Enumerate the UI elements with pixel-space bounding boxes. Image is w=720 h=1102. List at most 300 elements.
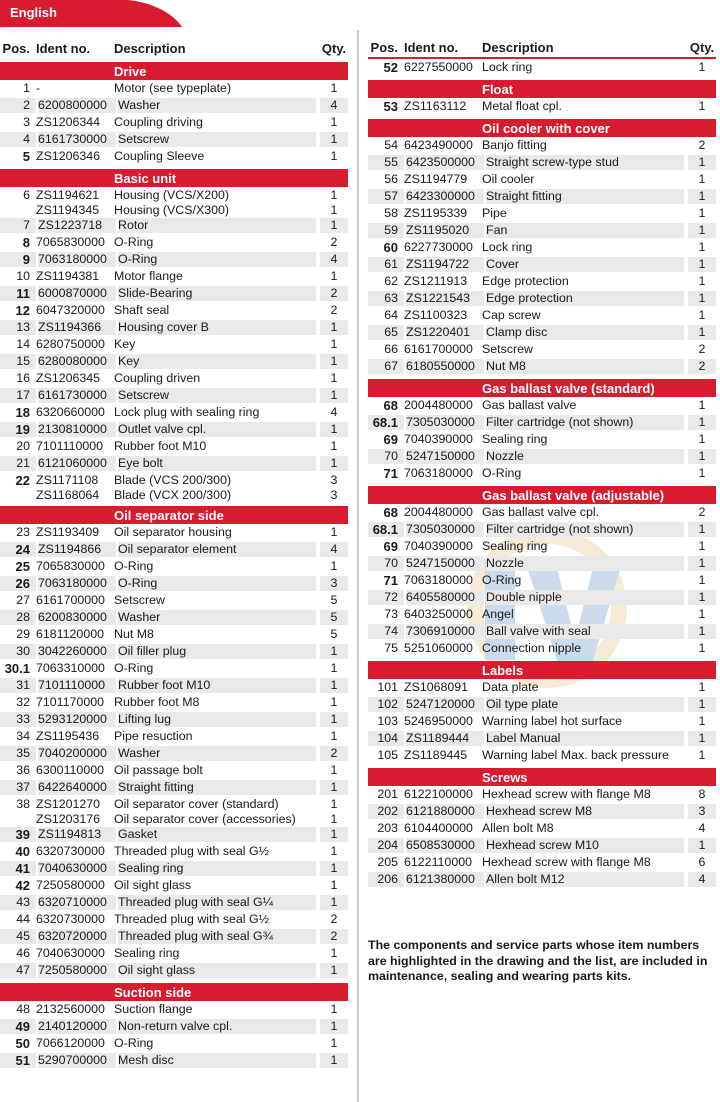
table-row: [0, 894, 348, 911]
row-ident: 6121880000: [406, 804, 484, 819]
row-ident: ZS1220401: [406, 325, 484, 340]
row-qty: 1: [330, 695, 338, 709]
row-description: Label Manual: [486, 731, 684, 746]
parts-section: [368, 119, 716, 375]
row-description: Oil cooler: [482, 172, 535, 186]
column-header-row: [0, 38, 348, 58]
row-qty: 1: [698, 607, 706, 621]
row-qty: 1: [688, 590, 716, 605]
row-description: O-Ring: [114, 559, 154, 573]
row-ident: ZS1193409: [36, 525, 100, 539]
row-pos: 206: [368, 872, 404, 887]
table-row: [0, 728, 348, 745]
row-qty: 1: [330, 763, 338, 777]
row-description: Rubber foot M8: [114, 695, 200, 709]
row-description: Housing cover B: [118, 320, 316, 335]
row-ident: ZS1163112: [404, 99, 467, 113]
row-pos: 30.1: [4, 661, 30, 676]
row-pos: 75: [384, 641, 398, 655]
row-qty: 1: [698, 432, 706, 446]
section-title: Gas ballast valve (standard): [482, 380, 655, 396]
row-qty: 1: [330, 81, 338, 95]
column-header-row: [368, 38, 716, 59]
row-ident: 7066120000: [36, 1036, 105, 1050]
row-qty-1: 3: [330, 473, 338, 487]
row-ident: 6423500000: [406, 155, 484, 170]
table-row: [0, 336, 348, 353]
row-ident: 7063310000: [36, 661, 105, 675]
row-qty: 5: [320, 610, 348, 625]
row-ident-2: ZS1203176: [36, 812, 101, 826]
row-qty: 1: [698, 99, 706, 113]
table-row: [0, 404, 348, 421]
row-pos: 68: [383, 398, 398, 413]
row-ident: 7063180000: [404, 466, 473, 480]
table-row: [0, 541, 348, 558]
table-row: [0, 592, 348, 609]
row-pos: 4: [0, 132, 36, 147]
row-pos: 41: [0, 861, 36, 876]
row-ident: [36, 797, 114, 827]
row-description: Warning label Max. back pressure: [482, 748, 669, 762]
row-pos: 60: [383, 240, 398, 255]
header-description: Description: [482, 40, 554, 55]
header-description: Description: [114, 40, 186, 56]
row-ident: 7250580000: [36, 878, 105, 892]
row-description: Washer: [118, 610, 316, 625]
parts-section: [368, 80, 716, 115]
row-qty: 1: [330, 115, 338, 129]
row-pos: 48: [16, 1002, 30, 1016]
table-row: [368, 696, 716, 713]
row-ident: 5246950000: [404, 714, 473, 728]
table-row: [368, 171, 716, 188]
row-qty: 1: [688, 257, 716, 272]
row-qty: 1: [330, 439, 338, 453]
row-description: Rubber foot M10: [118, 678, 316, 693]
row-qty: 1: [688, 838, 716, 853]
row-description-1: Housing (VCS/X200): [114, 188, 230, 202]
row-ident: 7306910000: [406, 624, 484, 639]
table-row: [0, 1018, 348, 1035]
row-description: Gas ballast valve cpl.: [482, 505, 600, 519]
table-row: [368, 538, 716, 555]
row-qty: 1: [320, 456, 348, 471]
table-row: [0, 472, 348, 502]
table-row: [368, 239, 716, 256]
row-pos: 17: [0, 388, 36, 403]
row-description-1: Blade (VCS 200/300): [114, 473, 232, 487]
row-description: Double nipple: [486, 590, 684, 605]
row-qty: 2: [330, 303, 338, 317]
row-qty: 1: [330, 269, 338, 283]
row-pos: 36: [16, 763, 30, 777]
row-ident: 7250580000: [38, 963, 116, 978]
row-qty-2: 1: [330, 812, 338, 826]
row-ident: 6320660000: [36, 405, 105, 419]
row-description: Pipe: [482, 206, 507, 220]
row-pos: 38: [16, 797, 30, 811]
section-title: Gas ballast valve (adjustable): [482, 487, 665, 503]
row-description: Banjo fitting: [482, 138, 547, 152]
row-pos: 13: [0, 320, 36, 335]
table-row: [0, 187, 348, 217]
row-ident: 5293120000: [38, 712, 116, 727]
row-pos: 1: [23, 81, 30, 95]
row-description: Key: [114, 337, 136, 351]
row-ident: 7065830000: [36, 559, 105, 573]
row-description: Edge protection: [482, 274, 569, 288]
row-qty: 1: [698, 466, 706, 480]
section-header: [368, 661, 716, 679]
row-description: Cover: [486, 257, 684, 272]
parts-table-right: [368, 38, 716, 888]
table-row: [368, 307, 716, 324]
row-ident: 7040630000: [38, 861, 116, 876]
row-pos: 2: [0, 98, 36, 113]
row-qty: 1: [320, 132, 348, 147]
row-ident: 6161730000: [38, 388, 116, 403]
row-description: Washer: [118, 746, 316, 761]
language-tab[interactable]: [0, 0, 182, 27]
row-ident: ZS1068091: [404, 680, 469, 694]
row-pos: 74: [368, 624, 404, 639]
row-description: O-Ring: [482, 573, 522, 587]
row-qty: 1: [330, 525, 338, 539]
row-pos: 5: [22, 149, 30, 164]
row-pos: 31: [0, 678, 36, 693]
table-row: [0, 779, 348, 796]
row-ident: 6403250000: [404, 607, 473, 621]
row-qty: 2: [698, 138, 706, 152]
table-row: [368, 803, 716, 820]
row-pos: 67: [368, 359, 404, 374]
table-row: [368, 465, 716, 482]
row-description: Threaded plug with seal G¾: [118, 929, 316, 944]
table-row: [0, 370, 348, 387]
row-pos: 105: [377, 748, 398, 762]
row-ident: 7101110000: [36, 439, 104, 453]
row-pos: 102: [368, 697, 404, 712]
row-qty: 2: [320, 286, 348, 301]
row-qty: 4: [320, 252, 348, 267]
row-description-2: Oil separator cover (accessories): [114, 812, 296, 826]
row-pos: 8: [22, 235, 30, 250]
row-pos: 59: [368, 223, 404, 238]
row-description: O-Ring: [118, 252, 316, 267]
language-label: English: [10, 5, 57, 20]
row-description: Lock ring: [482, 240, 533, 254]
section-title: Screws: [482, 769, 528, 785]
row-description: Setscrew: [114, 593, 165, 607]
row-pos: 71: [383, 573, 398, 588]
row-qty: 1: [688, 731, 716, 746]
row-pos: 70: [368, 449, 404, 464]
row-description-1: Oil separator cover (standard): [114, 797, 279, 811]
row-ident: 6122100000: [404, 787, 473, 801]
table-row: [368, 324, 716, 341]
table-row: [0, 609, 348, 626]
column-divider: [357, 30, 359, 1102]
row-description: Shaft seal: [114, 303, 170, 317]
row-ident: 6161700000: [36, 593, 105, 607]
row-qty: 3: [320, 576, 348, 591]
row-qty: 1: [330, 661, 338, 675]
row-description: Oil type plate: [486, 697, 684, 712]
row-description: O-Ring: [114, 235, 154, 249]
row-pos: 45: [0, 929, 36, 944]
row-description: Ball valve with seal: [486, 624, 684, 639]
row-pos: 37: [0, 780, 36, 795]
row-description: [114, 473, 320, 503]
row-ident: 5247150000: [406, 556, 484, 571]
row-qty: 1: [320, 861, 348, 876]
row-ident: ZS1195020: [406, 223, 484, 238]
row-ident: ZS1194381: [36, 269, 100, 283]
row-pos: 20: [16, 439, 30, 453]
table-row: [368, 59, 716, 76]
row-qty: 4: [698, 821, 706, 835]
row-ident: ZS1195436: [36, 729, 100, 743]
row-ident: ZS1194866: [38, 542, 116, 557]
row-qty: 1: [320, 1053, 348, 1068]
table-row: [368, 290, 716, 307]
table-row: [0, 860, 348, 877]
row-description: Connection nipple: [482, 641, 582, 655]
row-pos: 27: [16, 593, 30, 607]
row-pos: 65: [368, 325, 404, 340]
row-qty: 1: [320, 963, 348, 978]
table-row: [368, 222, 716, 239]
row-description: Edge protection: [486, 291, 684, 306]
table-row: [0, 302, 348, 319]
table-row: [0, 843, 348, 860]
section-title: Labels: [482, 662, 524, 678]
row-ident: 6320710000: [38, 895, 116, 910]
row-qty: 4: [320, 542, 348, 557]
row-pos: 68.1: [368, 522, 404, 537]
table-row: [368, 713, 716, 730]
row-ident: 6200830000: [38, 610, 116, 625]
row-pos: 30: [0, 644, 36, 659]
row-qty: 8: [698, 787, 706, 801]
row-qty: 1: [688, 624, 716, 639]
table-row: [368, 358, 716, 375]
row-ident: 6000870000: [38, 286, 116, 301]
row-pos: 55: [368, 155, 404, 170]
row-qty: 3: [688, 804, 716, 819]
row-description-2: Blade (VCX 200/300): [114, 488, 232, 502]
row-description: Nozzle: [486, 556, 684, 571]
row-description: Motor flange: [114, 269, 183, 283]
row-ident: 6122110000: [404, 855, 472, 869]
row-qty: 5: [330, 593, 338, 607]
row-description: Setscrew: [482, 342, 533, 356]
row-qty: 1: [698, 539, 706, 553]
table-row: [368, 188, 716, 205]
parts-section: [368, 59, 716, 76]
row-qty: 1: [330, 946, 338, 960]
table-row: [0, 251, 348, 268]
row-qty: 5: [330, 627, 338, 641]
row-description: Hexhead screw M8: [486, 804, 684, 819]
row-ident-1: ZS1194621: [36, 188, 100, 202]
row-description: Nut M8: [114, 627, 154, 641]
row-ident: ZS1194722: [406, 257, 484, 272]
table-row: [0, 1001, 348, 1018]
row-description: Sealing ring: [482, 432, 548, 446]
row-description: Allen bolt M8: [482, 821, 554, 835]
row-qty: 2: [698, 342, 706, 356]
row-ident: ZS1189444: [406, 731, 484, 746]
row-qty: 1: [688, 223, 716, 238]
table-row: [0, 677, 348, 694]
section-header: [0, 983, 348, 1001]
section-title: Drive: [114, 63, 147, 79]
row-pos: 15: [0, 354, 36, 369]
row-pos: 40: [15, 844, 30, 859]
row-description: Key: [118, 354, 316, 369]
table-row: [368, 589, 716, 606]
row-ident: 2130810000: [38, 422, 116, 437]
row-pos: 47: [0, 963, 36, 978]
row-ident: 6280750000: [36, 337, 105, 351]
row-qty: 2: [330, 235, 338, 249]
row-pos: 7: [0, 218, 36, 233]
row-description: Metal float cpl.: [482, 99, 562, 113]
header-pos: Pos.: [2, 40, 30, 56]
row-pos: 19: [0, 422, 36, 437]
row-qty: 1: [330, 559, 338, 573]
row-qty: 1: [698, 240, 706, 254]
parts-section: [368, 486, 716, 657]
row-description: Lifting lug: [118, 712, 316, 727]
row-ident: 5247120000: [406, 697, 484, 712]
row-pos: 23: [16, 525, 30, 539]
row-pos: 201: [377, 787, 398, 801]
table-row: [368, 431, 716, 448]
row-pos: 73: [384, 607, 398, 621]
row-ident: 7040390000: [404, 432, 473, 446]
row-description: Setscrew: [118, 132, 316, 147]
row-description: Threaded plug with seal G¼: [118, 895, 316, 910]
row-qty: 2: [688, 359, 716, 374]
parts-section: [0, 506, 348, 979]
row-description: Sealing ring: [114, 946, 180, 960]
row-description: Coupling driven: [114, 371, 201, 385]
table-row: [0, 1052, 348, 1069]
row-description: Rubber foot M10: [114, 439, 207, 453]
row-ident: 6320720000: [38, 929, 116, 944]
row-pos: 25: [15, 559, 30, 574]
row-qty: 1: [698, 680, 706, 694]
table-row: [368, 572, 716, 589]
row-qty: 4: [688, 872, 716, 887]
table-row: [368, 205, 716, 222]
row-qty: 1: [688, 522, 716, 537]
row-pos: 64: [384, 308, 398, 322]
row-pos: 10: [16, 269, 30, 283]
row-ident: 6423300000: [406, 189, 484, 204]
table-row: [368, 640, 716, 657]
section-header: [0, 62, 348, 80]
row-description: Angel: [482, 607, 514, 621]
section-title: Oil separator side: [114, 507, 224, 523]
row-qty: 1: [688, 189, 716, 204]
table-row: [0, 387, 348, 404]
row-description: Setscrew: [118, 388, 316, 403]
row-pos: 71: [383, 466, 398, 481]
row-ident-2: ZS1194345: [36, 203, 100, 217]
row-description: Gas ballast valve: [482, 398, 577, 412]
row-description: Filter cartridge (not shown): [486, 522, 684, 537]
table-row: [368, 273, 716, 290]
row-description: Oil sight glass: [118, 963, 316, 978]
section-header: [368, 379, 716, 397]
row-qty: 1: [320, 388, 348, 403]
section-header: [368, 119, 716, 137]
table-row: [0, 268, 348, 285]
table-row: [368, 820, 716, 837]
row-description: Oil passage bolt: [114, 763, 203, 777]
parts-section: [368, 768, 716, 888]
row-ident: 6320730000: [36, 912, 105, 926]
row-description: Coupling Sleeve: [114, 149, 205, 163]
row-description: Lock plug with sealing ring: [114, 405, 260, 419]
row-pos: 202: [368, 804, 404, 819]
row-pos: 29: [16, 627, 30, 641]
row-qty: 1: [698, 274, 706, 288]
header-ident: Ident no.: [36, 40, 91, 56]
row-pos: 46: [16, 946, 30, 960]
row-pos: 61: [368, 257, 404, 272]
row-pos: 50: [15, 1036, 30, 1051]
header-qty: Qty.: [321, 40, 347, 56]
section-title: Basic unit: [114, 170, 177, 186]
row-ident: 7040390000: [404, 539, 473, 553]
row-qty: 1: [330, 844, 338, 858]
row-ident: ZS1221543: [406, 291, 484, 306]
row-ident: [36, 473, 114, 503]
row-description: Fan: [486, 223, 684, 238]
row-description: Hexhead screw M10: [486, 838, 684, 853]
row-description: Straight screw-type stud: [486, 155, 684, 170]
row-pos: 49: [0, 1019, 36, 1034]
row-ident: 7101110000: [38, 678, 116, 693]
table-row: [0, 626, 348, 643]
table-row: [368, 154, 716, 171]
row-ident: 6422640000: [38, 780, 116, 795]
table-row: [368, 256, 716, 273]
table-row: [368, 854, 716, 871]
row-qty: 1: [330, 337, 338, 351]
row-pos: 52: [383, 60, 398, 75]
row-qty: 1: [320, 218, 348, 233]
row-pos: 66: [384, 342, 398, 356]
table-row: [0, 962, 348, 979]
row-qty: 6: [698, 855, 706, 869]
table-row: [0, 80, 348, 97]
section-header: [0, 506, 348, 524]
parts-table-left: [0, 38, 348, 1069]
row-qty: 1: [320, 712, 348, 727]
row-ident: 6200800000: [38, 98, 116, 113]
row-pos: 9: [0, 252, 36, 267]
row-ident: 5290700000: [38, 1053, 116, 1068]
row-qty: 1: [330, 878, 338, 892]
row-ident: 7063180000: [404, 573, 473, 587]
row-pos: 22: [15, 473, 30, 488]
